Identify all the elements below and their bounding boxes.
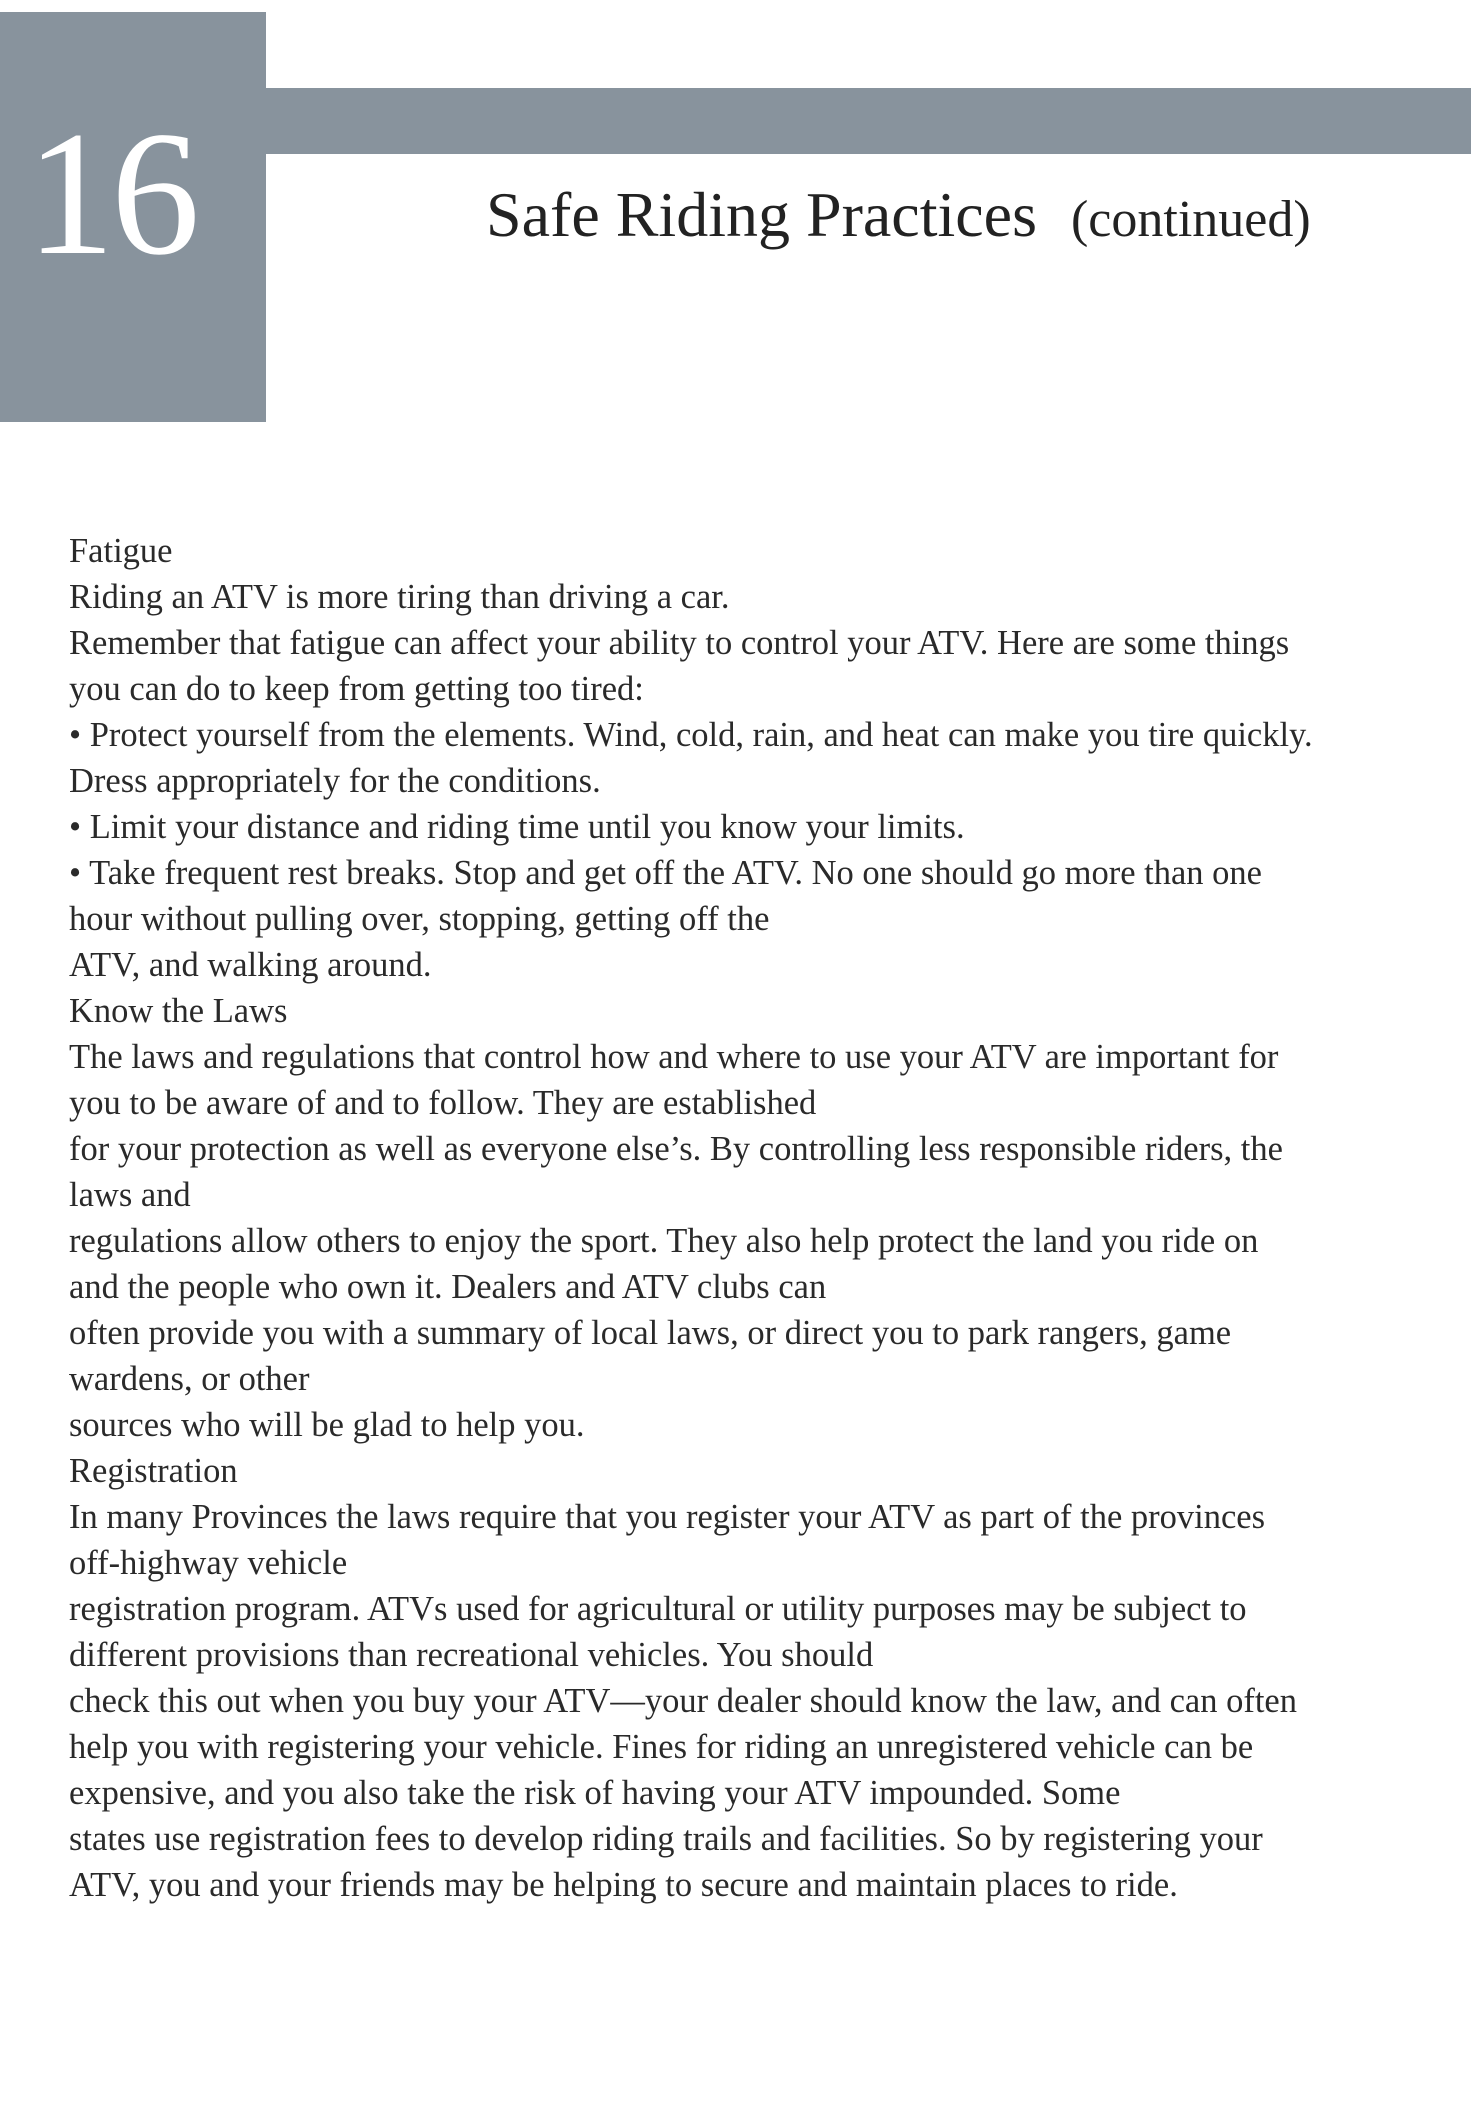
text-line: Riding an ATV is more tiring than driving a car.	[69, 578, 730, 616]
text-line: ATV, you and your friends may be helping to secure and maintain places to ride.	[69, 1866, 1178, 1904]
text-line: hour without pulling over, stopping, getting off the	[69, 900, 770, 938]
text-line: regulations allow others to enjoy the sport. They also help protect the land you ride on	[69, 1222, 1259, 1260]
text-line: for your protection as well as everyone else’s. By controlling less responsible riders, the	[69, 1130, 1283, 1168]
text-line: sources who will be glad to help you.	[69, 1406, 585, 1444]
bullet-line: • Limit your distance and riding time until you know your limits.	[69, 808, 965, 846]
section-heading-fatigue: Fatigue	[69, 532, 173, 570]
text-line: laws and	[69, 1176, 191, 1214]
bullet-line: • Protect yourself from the elements. Wind, cold, rain, and heat can make you tire quickly.	[69, 716, 1313, 754]
section-heading-know-the-laws: Know the Laws	[69, 992, 288, 1030]
text-line: help you with registering your vehicle. Fines for riding an unregistered vehicle can be	[69, 1728, 1254, 1766]
text-line: states use registration fees to develop riding trails and facilities. So by registering your	[69, 1820, 1263, 1858]
text-line: wardens, or other	[69, 1360, 310, 1398]
text-line: you can do to keep from getting too tired:	[69, 670, 644, 708]
page-title-suffix: (continued)	[1070, 191, 1311, 248]
text-line: Remember that fatigue can affect your ability to control your ATV. Here are some things	[69, 624, 1290, 662]
page-title	[486, 178, 1311, 252]
text-line: registration program. ATVs used for agricultural or utility purposes may be subject to	[69, 1590, 1247, 1628]
text-line: The laws and regulations that control how and where to use your ATV are important for	[69, 1038, 1279, 1076]
chapter-number: 16	[26, 94, 196, 292]
text-line: different provisions than recreational vehicles. You should	[69, 1636, 874, 1674]
text-line: Dress appropriately for the conditions.	[69, 762, 601, 800]
page-title-main: Safe Riding Practices	[486, 179, 1037, 250]
text-line: In many Provinces the laws require that you register your ATV as part of the provinces	[69, 1498, 1266, 1536]
text-line: you to be aware of and to follow. They are established	[69, 1084, 817, 1122]
text-line: check this out when you buy your ATV—your dealer should know the law, and can often	[69, 1682, 1297, 1720]
body-text	[69, 528, 1429, 1908]
section-heading-registration: Registration	[69, 1452, 238, 1490]
text-line: ATV, and walking around.	[69, 946, 432, 984]
bullet-line: • Take frequent rest breaks. Stop and get off the ATV. No one should go more than one	[69, 854, 1262, 892]
text-line: off-highway vehicle	[69, 1544, 348, 1582]
text-line: and the people who own it. Dealers and ATV clubs can	[69, 1268, 827, 1306]
text-line: often provide you with a summary of local laws, or direct you to park rangers, game	[69, 1314, 1232, 1352]
text-line: expensive, and you also take the risk of having your ATV impounded. Some	[69, 1774, 1121, 1812]
chapter-box	[0, 12, 266, 422]
